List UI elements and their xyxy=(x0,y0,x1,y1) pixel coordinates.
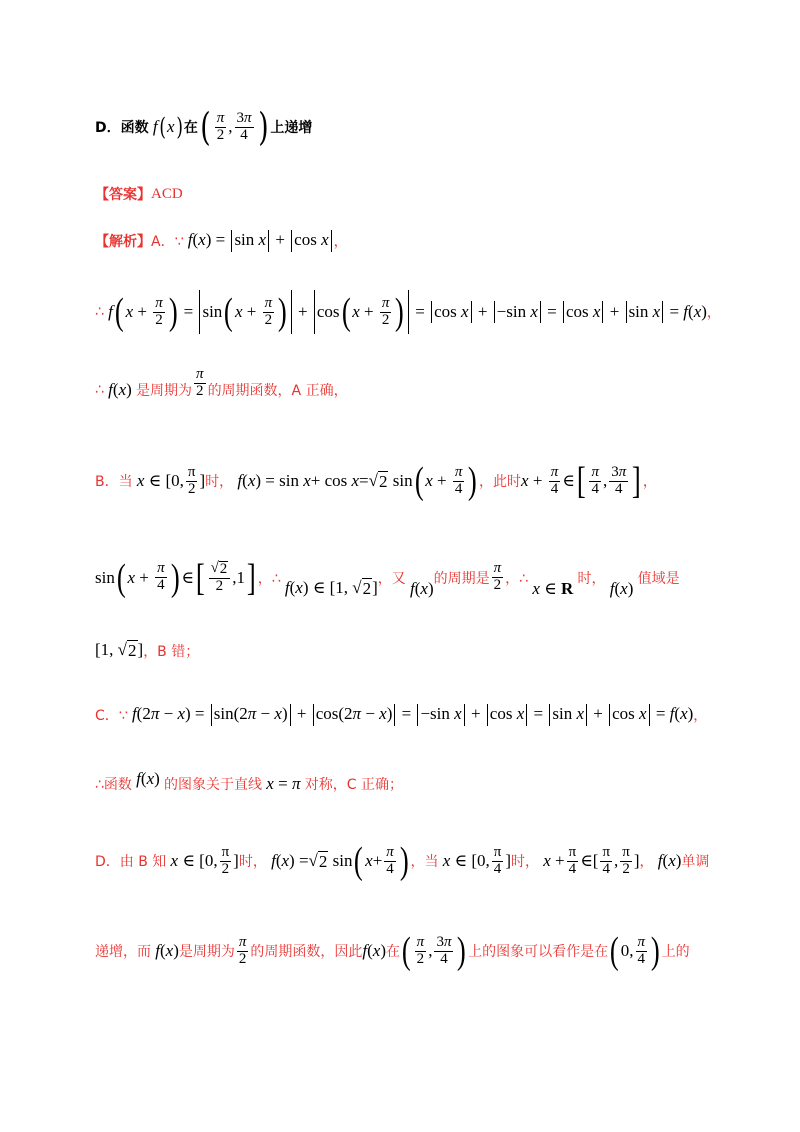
a-derivation-line: ∴ f ( x + $\frac{\pi}{2}$ ) = sin ( x + $\frac{\pi}{2}$ ) + cos ( x + $\frac{\pi}{2}$ ) = cos x + −sin x = cos x + sin x = f ( x ) ， xyxy=(95,291,721,333)
d-line: D．由 B 知 x ∈ [0, $\frac{\pi}{2}$ ] 时， f ( x ) = √ 2 sin ( x + $\frac{\pi}{4}$ ) ，当 x ∈ [0, $\frac{\pi}{4}$ ] 时， x + $\frac{\pi}{4}$ ∈[ $\frac{\pi}{4}$ , $\frac{\pi}{2}$ ] ， f(x) 单调 xyxy=(95,840,710,882)
math-fx: f xyxy=(148,117,158,136)
d-continued-line: 递增，而 f(x) 是周期为 $\frac{\pi}{2}$ 的周期函数，因此 f(x) 在 ( $\frac{\pi}{2}$ , $\frac{3\pi}{4}$ ) 上的图象可以看作是在 ( 0, $\frac{\pi}{4}$ ) 上的 xyxy=(95,930,690,972)
b-continued-line: sin ( x + $\frac{\pi}{4}$ ) ∈ [ √ 2 2 ,1 ] ，∴ f(x) ∈ [1, √ 2 ] ，又 f(x) 的周期是 $\frac{\pi}{2}$ ，∴ x ∈ R 时， f(x) 值域是 xyxy=(95,556,680,599)
analysis-a-line: 【解析】 A．∵ f(x) = sin x + cos x ， xyxy=(95,230,740,252)
math-frac-3pi-4: $\frac{3\pi}{4}$ xyxy=(236,109,252,143)
answer-label: 【答案】 xyxy=(95,187,151,203)
answer-value: ACD xyxy=(151,185,183,202)
c-conclusion-line: ∴函数 f(x) 的图象关于直线 x = π 对称，C 正确； xyxy=(95,769,403,793)
math-a-def: f(x) = sin x + cos x xyxy=(183,230,333,252)
math-frac-pi-2: $\frac{\pi}{2}$ xyxy=(216,109,225,143)
option-d-increasing: 上递增 xyxy=(270,120,313,136)
math-paren: ( xyxy=(200,105,211,149)
a-conclusion-line: ∴ f(x) 是周期为 $\frac{\pi}{2}$ 的周期函数，A 正确， xyxy=(95,365,348,399)
answer-line xyxy=(95,184,740,204)
option-d-label: D．函数 xyxy=(95,120,149,136)
math-a-derivation: f ( x + $\frac{\pi}{2}$ ) = sin ( x + $\frac{\pi}{2}$ ) + cos ( x + $\frac{\pi}{2}$ ) = cos x + −sin x = cos x + sin x = f ( x ) xyxy=(108,291,707,333)
b-line: B．当 x ∈ [0, $\frac{\pi}{2}$ ] 时， f ( x ) = sin x + cos x = √ 2 sin ( x + $\frac{\pi}{4}$ ) ，此时 x + $\frac{\pi}{4}$ ∈ [ $\frac{\pi}{4}$ , $\frac{3\pi}{4}$ ] ， xyxy=(95,460,657,502)
c-line: C．∵ f(2π − x) = sin(2π − x) + cos(2π − x) = −sin x + cos x = sin x + cos x = f(x) ， xyxy=(95,704,740,726)
a-prefix: A．∵ xyxy=(151,234,184,251)
option-d-line: D．函数 f ( x ) 在 ( $\frac{\pi}{2}$ , $\frac{3\pi}{4}$ ) 上递增 xyxy=(95,105,313,149)
analysis-label: 【解析】 xyxy=(95,234,151,251)
b-range-line: [1, √ 2 ] ，B 错； xyxy=(95,640,200,660)
option-d-in: 在 xyxy=(183,120,198,136)
